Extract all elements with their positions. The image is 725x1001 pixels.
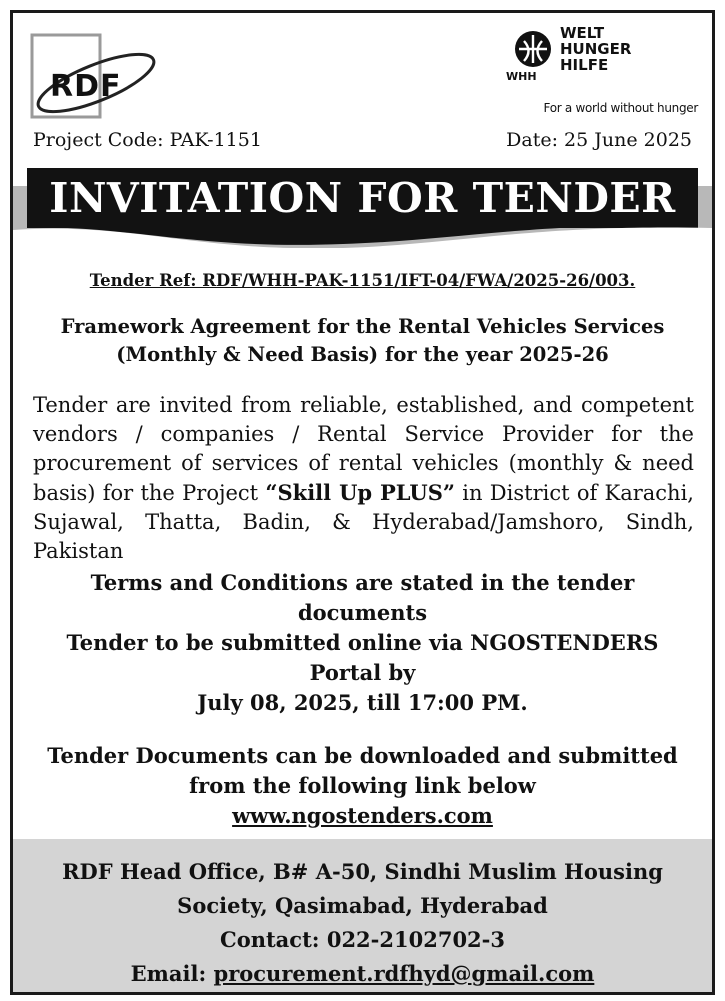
- tender-advertisement: [10, 10, 715, 995]
- whh-name-line-3: HILFE: [560, 56, 609, 74]
- terms-line-4: Portal by: [309, 660, 416, 685]
- whh-name-line-1: WELT: [560, 24, 605, 42]
- description-districts: in District of Karachi, Sujawal, Thatta, Badin, & Hyderabad/Jamshoro, Sindh, Pakistan: [33, 481, 694, 563]
- contact-email-row: [13, 957, 712, 991]
- meta-row: [33, 129, 692, 151]
- terms-line-1: Terms and Conditions are stated in the tender: [90, 570, 635, 595]
- tender-reference: Tender Ref: RDF/WHH-PAK-1151/IFT-04/FWA/2025-26/003.: [89, 271, 636, 290]
- subject-line-2: (Monthly & Need Basis) for the year 2025-26: [116, 343, 609, 366]
- contact-phone: Contact: 022-2102702-3: [219, 927, 505, 952]
- download-info: [13, 741, 712, 831]
- submission-terms: [13, 568, 712, 718]
- email-label: Email:: [130, 961, 214, 986]
- banner-title: INVITATION FOR TENDER: [49, 174, 676, 222]
- footer-content: [13, 855, 712, 991]
- download-line-2: from the following link below: [189, 773, 536, 798]
- submission-deadline: July 08, 2025, till 17:00 PM.: [197, 690, 528, 715]
- rdf-logo-text: RDF: [50, 69, 122, 104]
- terms-line-2: documents: [297, 600, 428, 625]
- whh-abbreviation: WHH: [506, 70, 537, 83]
- tender-subject: [13, 313, 712, 369]
- title-banner: [13, 168, 712, 253]
- description-intro: Tender are invited from reliable, established, and competent vendors / companies / Rental Service Provider for the procurement of services of rental vehicles (monthly & need basis) for the Project: [33, 393, 694, 505]
- wheat-globe-icon: [512, 29, 554, 69]
- rdf-logo: [28, 31, 158, 126]
- whh-logo: [498, 25, 698, 125]
- banner-swoosh: [13, 220, 712, 254]
- email-link[interactable]: procurement.rdfhyd@gmail.com: [213, 961, 595, 986]
- whh-name: [560, 25, 631, 73]
- ngostenders-link[interactable]: www.ngostenders.com: [232, 803, 493, 828]
- address-line-2: Society, Qasimabad, Hyderabad: [177, 893, 548, 918]
- date: Date: 25 June 2025: [506, 129, 692, 151]
- address-line-1: RDF Head Office, B# A-50, Sindhi Muslim Housing: [62, 859, 663, 884]
- download-line-1: Tender Documents can be downloaded and submitted: [47, 743, 678, 768]
- whh-name-line-2: HUNGER: [560, 40, 632, 58]
- project-code: Project Code: PAK-1151: [33, 129, 262, 151]
- whh-tagline: For a world without hunger: [543, 101, 698, 115]
- contact-footer: [13, 839, 712, 992]
- terms-line-3: Tender to be submitted online via NGOSTENDERS: [66, 630, 659, 655]
- subject-line-1: Framework Agreement for the Rental Vehicles Services: [60, 315, 665, 338]
- tender-description: [33, 391, 694, 566]
- project-name: “Skill Up PLUS”: [265, 480, 455, 505]
